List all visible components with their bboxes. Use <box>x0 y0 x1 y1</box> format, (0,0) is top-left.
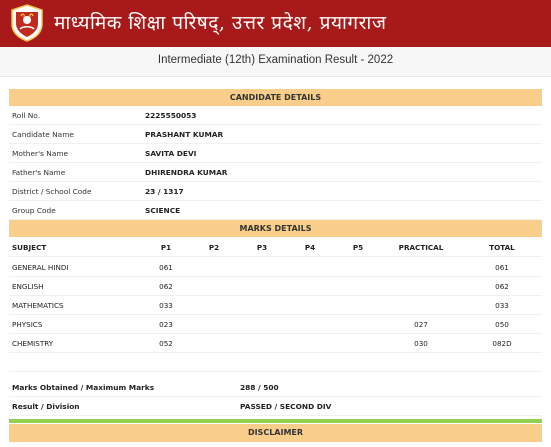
field-label: Roll No. <box>12 111 41 120</box>
col-p3: P3 <box>256 243 268 252</box>
divider-bar <box>9 419 542 423</box>
blank-row <box>9 353 542 372</box>
col-p4: P4 <box>304 243 316 252</box>
marks-obtained-label: Marks Obtained / Maximum Marks <box>12 383 155 392</box>
field-value: 23 / 1317 <box>145 187 184 196</box>
col-subject: SUBJECT <box>12 243 47 252</box>
p1-marks: 062 <box>159 282 173 291</box>
total-marks: 033 <box>495 301 509 310</box>
result-division-value: PASSED / SECOND DIV <box>240 402 332 411</box>
disclaimer-heading: DISCLAIMER <box>9 424 542 442</box>
subtitle-bar <box>0 47 551 77</box>
marks-row <box>9 296 542 315</box>
field-value: SAVITA DEVI <box>145 149 197 158</box>
field-label: Group Code <box>12 206 56 215</box>
subject-name: CHEMISTRY <box>12 339 54 348</box>
candidate-row-roll-no <box>9 106 542 125</box>
practical-marks: 030 <box>414 339 428 348</box>
marks-header-row <box>9 238 542 257</box>
subject-name: GENERAL HINDI <box>12 263 69 272</box>
subject-name: PHYSICS <box>12 320 43 329</box>
candidate-details-heading: CANDIDATE DETAILS <box>9 89 542 106</box>
field-value: DHIRENDRA KUMAR <box>145 168 228 177</box>
up-emblem-logo <box>10 4 44 42</box>
exam-result-title: Intermediate (12th) Examination Result - 2022 <box>157 54 394 66</box>
candidate-row-mother-name <box>9 144 542 163</box>
candidate-row-district-school <box>9 182 542 201</box>
total-marks: 082D <box>492 339 512 348</box>
result-division-label: Result / Division <box>12 402 80 411</box>
marks-row <box>9 258 542 277</box>
field-label: Father's Name <box>12 168 66 177</box>
field-value: PRASHANT KUMAR <box>145 130 224 139</box>
col-p5: P5 <box>352 243 364 252</box>
candidate-row-group-code <box>9 201 542 220</box>
total-marks: 050 <box>495 320 509 329</box>
col-total: TOTAL <box>489 243 515 252</box>
header-banner <box>0 0 551 47</box>
subject-name: MATHEMATICS <box>12 301 64 310</box>
candidate-row-father-name <box>9 163 542 182</box>
col-p2: P2 <box>208 243 220 252</box>
board-name: माध्यमिक शिक्षा परिषद्, उत्तर प्रदेश, प्रयागराज <box>54 12 387 34</box>
marks-obtained-value: 288 / 500 <box>240 383 279 392</box>
col-p1: P1 <box>160 243 172 252</box>
field-value: 2225550053 <box>145 111 197 120</box>
field-label: Candidate Name <box>12 130 74 139</box>
marks-row <box>9 334 542 353</box>
total-marks: 062 <box>495 282 509 291</box>
marks-row <box>9 315 542 334</box>
candidate-row-name <box>9 125 542 144</box>
total-marks: 061 <box>495 263 509 272</box>
p1-marks: 023 <box>159 320 173 329</box>
field-label: District / School Code <box>12 187 92 196</box>
field-label: Mother's Name <box>12 149 69 158</box>
field-value: SCIENCE <box>145 206 181 215</box>
p1-marks: 052 <box>159 339 173 348</box>
p1-marks: 061 <box>159 263 173 272</box>
result-division-row <box>9 397 542 416</box>
practical-marks: 027 <box>414 320 428 329</box>
subject-name: ENGLISH <box>12 282 44 291</box>
marks-row <box>9 277 542 296</box>
col-practical: PRACTICAL <box>398 243 444 252</box>
marks-details-heading: MARKS DETAILS <box>9 220 542 237</box>
marks-obtained-row <box>9 378 542 397</box>
p1-marks: 033 <box>159 301 173 310</box>
